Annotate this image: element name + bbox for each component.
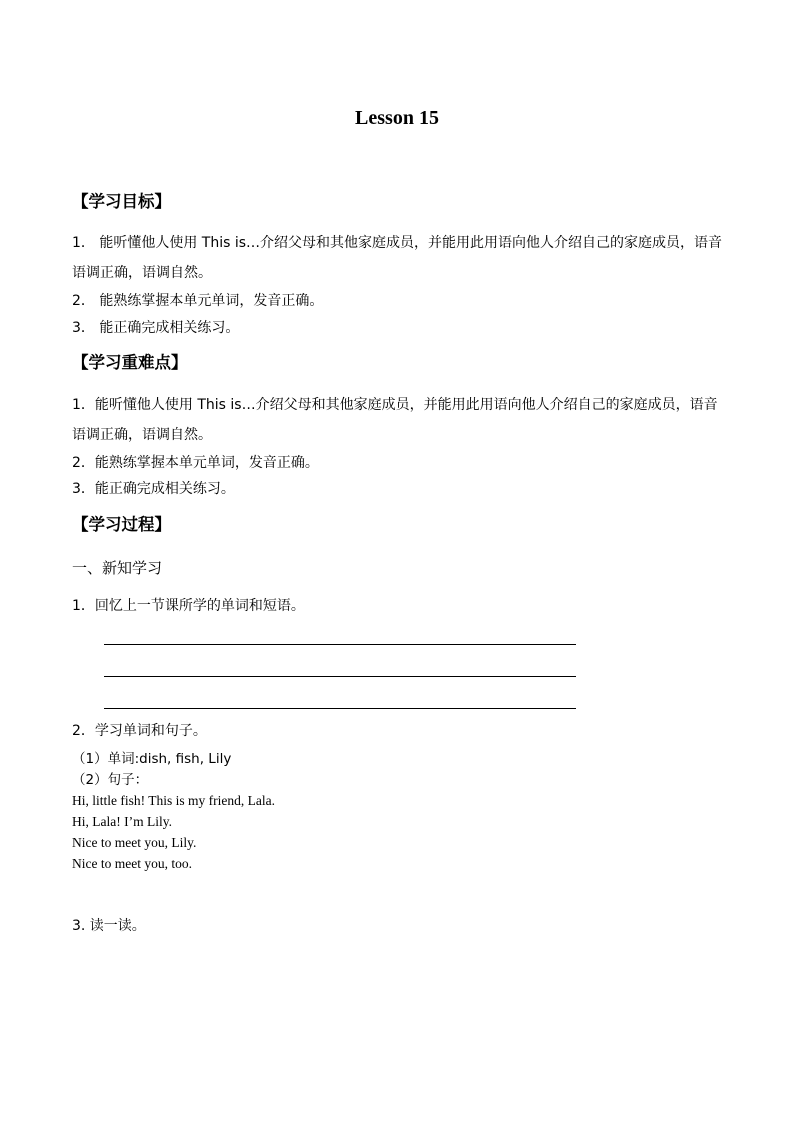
answer-line-2 — [104, 676, 576, 677]
objectives-heading: 【学习目标】 — [72, 192, 171, 211]
process-heading: 【学习过程】 — [72, 515, 171, 534]
sentences-label: （2）句子： — [72, 772, 149, 788]
key-points-item-2: 2．能熟练掌握本单元单词，发音正确。 — [72, 455, 319, 471]
sentence-line: Nice to meet you, too. — [72, 856, 192, 871]
answer-line-3 — [104, 708, 576, 709]
part1-title: 一、新知学习 — [72, 559, 163, 577]
key-points-item-3: 3．能正确完成相关练习。 — [72, 481, 235, 497]
sentence-line: Hi, Lala! I’m Lily. — [72, 814, 172, 829]
objectives-item-3: 3． 能正确完成相关练习。 — [72, 320, 240, 336]
step3-text: 3. 读一读。 — [72, 918, 146, 934]
answer-line-1 — [104, 644, 576, 645]
step2-text: 2．学习单词和句子。 — [72, 723, 207, 739]
sentence-line: Nice to meet you, Lily. — [72, 835, 197, 850]
sentence-line: Hi, little fish! This is my friend, Lala. — [72, 793, 275, 808]
key-points-heading: 【学习重难点】 — [72, 353, 188, 372]
objectives-item-2: 2． 能熟练掌握本单元单词，发音正确。 — [72, 293, 324, 309]
key-points-item-1: 1．能听懂他人使用 This is…介绍父母和其他家庭成员，并能用此用语向他人介绍自己的家庭成员，语音语调正确，语调自然。 — [72, 397, 718, 443]
page-title: Lesson 15 — [355, 107, 439, 129]
objectives-item-1: 1． 能听懂他人使用 This is…介绍父母和其他家庭成员，并能用此用语向他人介绍自己的家庭成员，语音语调正确，语调自然。 — [72, 235, 723, 281]
step1-text: 1．回忆上一节课所学的单词和短语。 — [72, 598, 305, 614]
words-line: （1）单词:dish, fish, Lily — [72, 751, 232, 767]
